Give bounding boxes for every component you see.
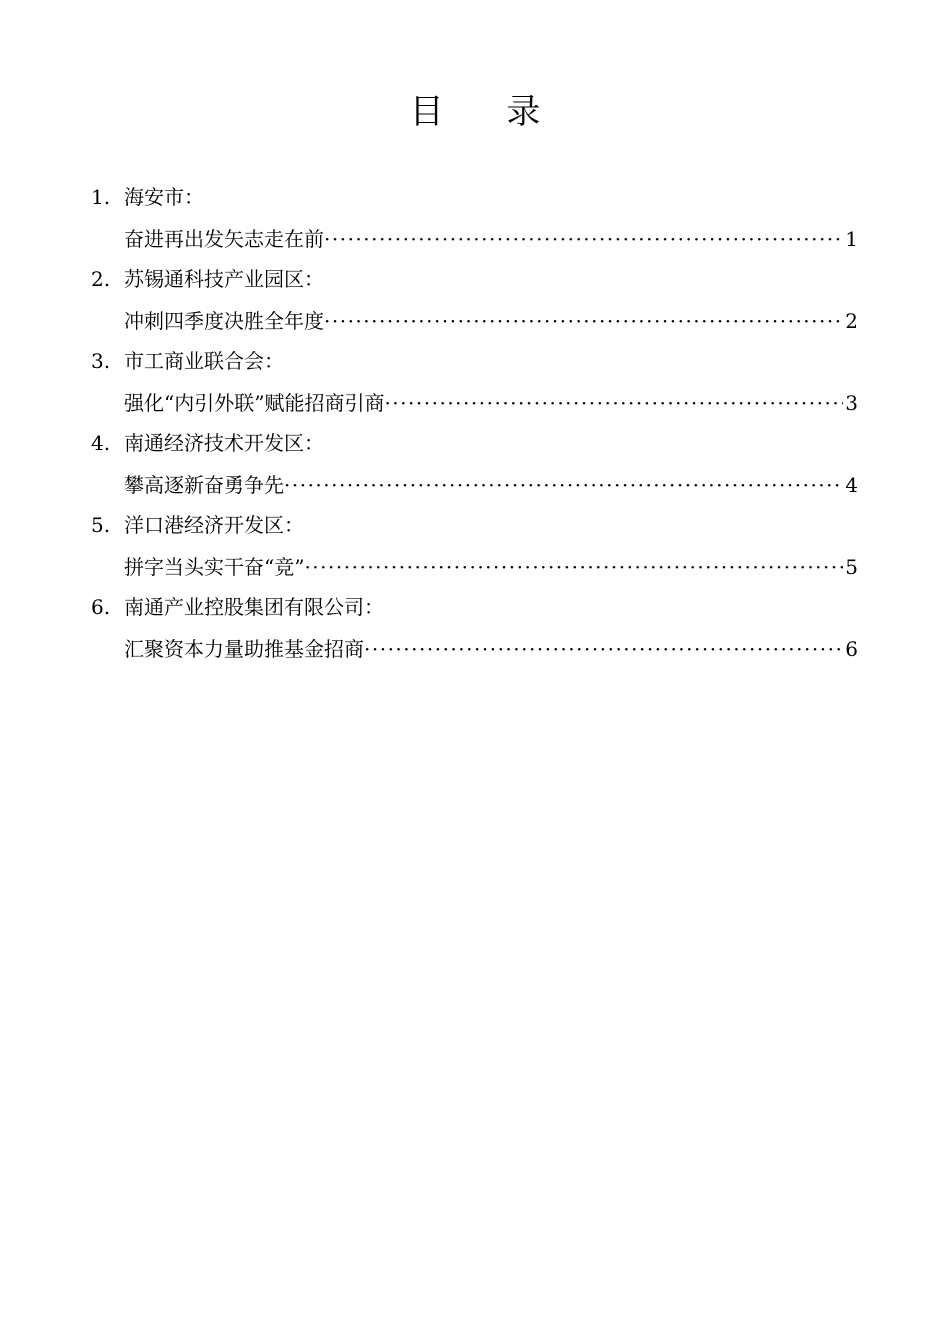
toc-item-link[interactable] (124, 546, 858, 588)
toc-item-link[interactable] (124, 464, 858, 506)
section-number: 5. (91, 513, 111, 537)
toc-entry (0, 258, 950, 340)
toc-item-title: 奋进再出发矢志走在前 (124, 227, 324, 251)
section-name: 海安市： (124, 185, 204, 209)
toc-page-number: 5 (845, 555, 858, 579)
section-heading (91, 504, 304, 546)
section-number: 6. (91, 595, 111, 619)
toc-page-number: 2 (845, 309, 858, 333)
toc-item-link[interactable] (124, 628, 858, 670)
toc-entry (0, 340, 950, 422)
toc-page-number: 6 (845, 637, 858, 661)
toc-item-link[interactable] (124, 218, 858, 260)
toc-page-number: 3 (845, 391, 858, 415)
section-number: 4. (91, 431, 111, 455)
toc-item-title: 攀高逐新奋勇争先 (124, 473, 284, 497)
toc-item-title: 拼字当头实干奋“竞” (124, 555, 305, 579)
toc-entry (0, 176, 950, 258)
dot-leader (324, 300, 843, 342)
section-heading (91, 340, 284, 382)
dot-leader (384, 382, 843, 424)
toc-page-number: 4 (845, 473, 858, 497)
section-name: 南通经济技术开发区： (124, 431, 324, 455)
section-number: 2. (91, 267, 111, 291)
dot-leader (364, 628, 843, 670)
toc-item-link[interactable] (124, 382, 858, 424)
toc-item-title: 冲刺四季度决胜全年度 (124, 309, 324, 333)
section-number: 1. (91, 185, 111, 209)
dot-leader (324, 218, 843, 260)
toc-item-title: 汇聚资本力量助推基金招商 (124, 637, 364, 661)
section-heading (91, 586, 384, 628)
section-name: 洋口港经济开发区： (124, 513, 304, 537)
dot-leader (284, 464, 843, 506)
toc-item-link[interactable] (124, 300, 858, 342)
section-number: 3. (91, 349, 111, 373)
section-heading (91, 176, 204, 218)
section-name: 南通产业控股集团有限公司： (124, 595, 384, 619)
toc-entry (0, 586, 950, 668)
dot-leader (304, 546, 843, 588)
toc-page-number: 1 (845, 227, 858, 251)
section-name: 苏锡通科技产业园区： (124, 267, 324, 291)
toc-entry (0, 504, 950, 586)
section-name: 市工商业联合会： (124, 349, 284, 373)
section-heading (91, 258, 324, 300)
section-heading (91, 422, 324, 464)
toc-item-title: 强化“内引外联”赋能招商引商 (124, 391, 385, 415)
toc-entry (0, 422, 950, 504)
table-of-contents (0, 176, 950, 668)
page-title: 目 录 (409, 92, 567, 132)
